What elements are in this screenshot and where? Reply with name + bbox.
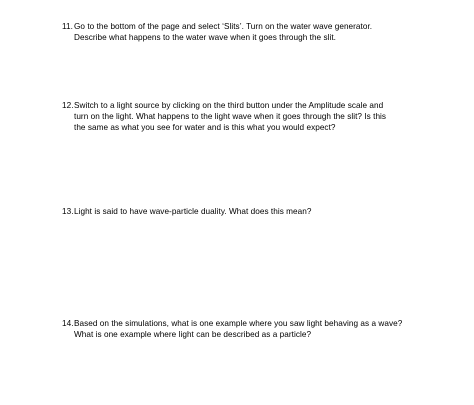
question-number: 13. bbox=[62, 207, 74, 216]
question-text-line: Light is said to have wave-particle duality. What does this mean? bbox=[74, 207, 312, 216]
question-13 bbox=[62, 206, 462, 217]
question-number: 14. bbox=[62, 319, 74, 328]
question-11 bbox=[62, 21, 462, 43]
question-text-line: Switch to a light source by clicking on the third button under the Amplitude scale and bbox=[74, 101, 384, 110]
question-text-line: Based on the simulations, what is one example where you saw light behaving as a wave? bbox=[74, 319, 403, 328]
question-12 bbox=[62, 100, 462, 134]
question-text-line: What is one example where light can be described as a particle? bbox=[74, 330, 312, 340]
question-text-line: the same as what you see for water and is this what you would expect? bbox=[74, 123, 336, 133]
question-text-line: Describe what happens to the water wave when it goes through the slit. bbox=[74, 33, 337, 43]
question-text-line: turn on the light. What happens to the light wave when it goes through the slit? Is this bbox=[74, 112, 387, 122]
question-number: 11. bbox=[62, 22, 73, 31]
question-14 bbox=[62, 318, 462, 340]
question-number: 12. bbox=[62, 101, 74, 110]
question-text-line: Go to the bottom of the page and select ‘Slits’. Turn on the water wave generator. bbox=[74, 22, 373, 31]
